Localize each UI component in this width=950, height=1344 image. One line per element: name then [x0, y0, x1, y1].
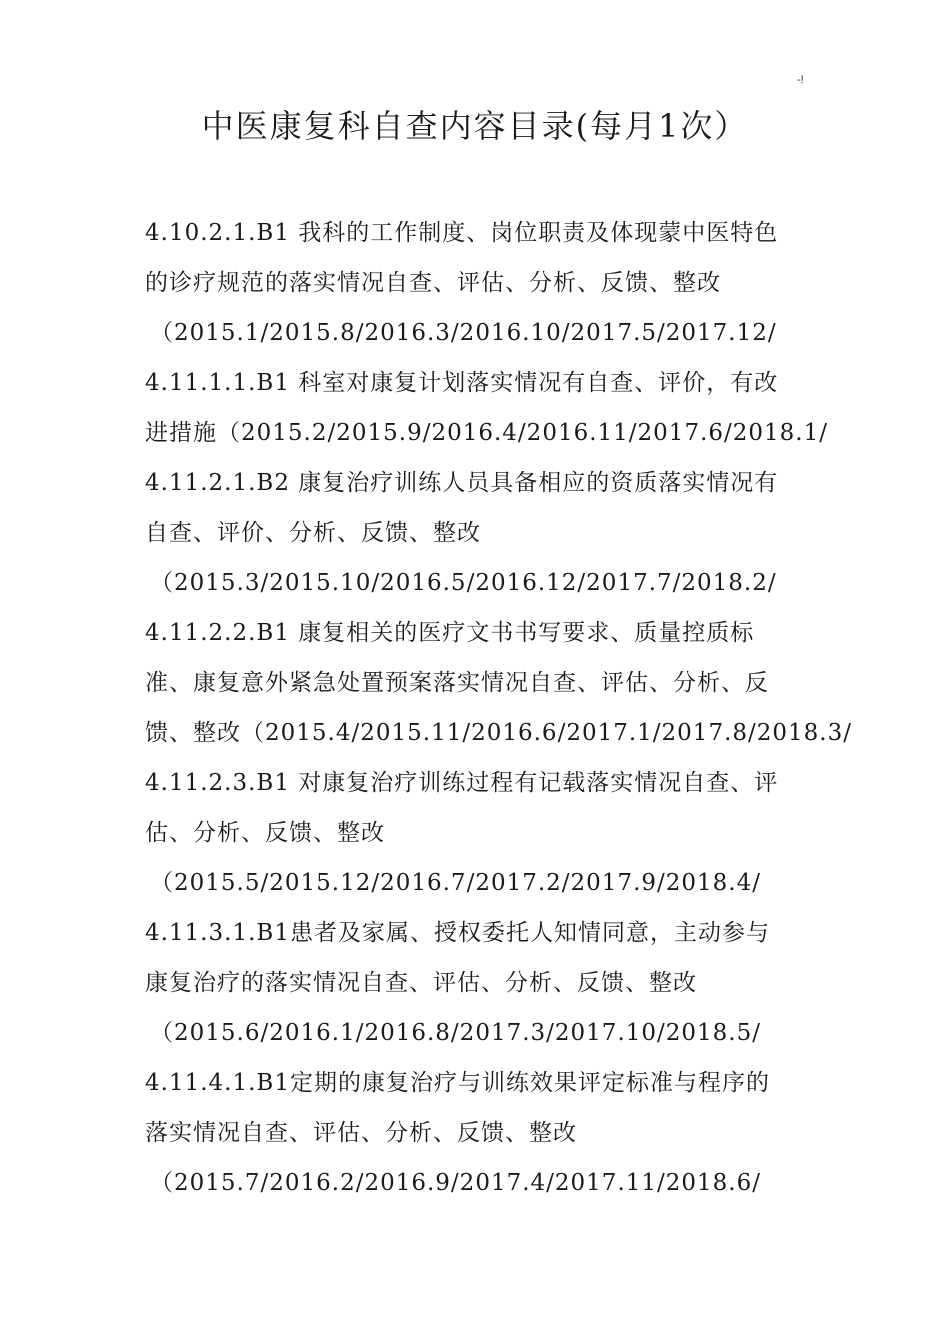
- content-line: 进措施（2015.2/2015.9/2016.4/2016.11/2017.6/2018.1/: [145, 420, 828, 446]
- content-line: （2015.5/2015.12/2016.7/2017.2/2017.9/2018.4/: [150, 870, 761, 896]
- content-line: （2015.6/2016.1/2016.8/2017.3/2017.10/2018.5/: [150, 1020, 761, 1046]
- content-line: 4.10.2.1.B1 我科的工作制度、岗位职责及体现蒙中医特色: [145, 220, 779, 246]
- content-line: 4.11.2.3.B1 对康复治疗训练过程有记载落实情况自查、评: [145, 770, 779, 796]
- content-line: 的诊疗规范的落实情况自查、评估、分析、反馈、整改: [145, 270, 721, 296]
- content-line: （2015.7/2016.2/2016.9/2017.4/2017.11/2018.6/: [150, 1170, 761, 1196]
- content-line: 馈、整改（2015.4/2015.11/2016.6/2017.1/2017.8/2018.3/: [145, 720, 852, 746]
- content-line: 4.11.2.2.B1 康复相关的医疗文书书写要求、质量控质标: [145, 620, 755, 646]
- content-line: 康复治疗的落实情况自查、评估、分析、反馈、整改: [145, 970, 697, 996]
- content-line: 4.11.2.1.B2 康复治疗训练人员具备相应的资质落实情况有: [145, 470, 779, 496]
- content-line: （2015.1/2015.8/2016.3/2016.10/2017.5/2017.12/: [150, 320, 777, 346]
- content-line: 4.11.3.1.B1患者及家属、授权委托人知情同意，主动参与: [145, 920, 770, 946]
- content-line: 估、分析、反馈、整改: [145, 820, 385, 846]
- content-line: （2015.3/2015.10/2016.5/2016.12/2017.7/2018.2/: [150, 570, 777, 596]
- content-line: 4.11.4.1.B1定期的康复治疗与训练效果评定标准与程序的: [145, 1070, 770, 1096]
- content-line: 4.11.1.1.B1 科室对康复计划落实情况有自查、评价，有改: [145, 370, 779, 396]
- content-line: 自查、评价、分析、反馈、整改: [145, 520, 481, 546]
- content-line: 落实情况自查、评估、分析、反馈、整改: [145, 1120, 577, 1146]
- page-mark: -!: [797, 74, 804, 86]
- document-title: 中医康复科自查内容目录(每月1次）: [201, 107, 749, 145]
- content-line: 准、康复意外紧急处置预案落实情况自查、评估、分析、反: [145, 670, 769, 696]
